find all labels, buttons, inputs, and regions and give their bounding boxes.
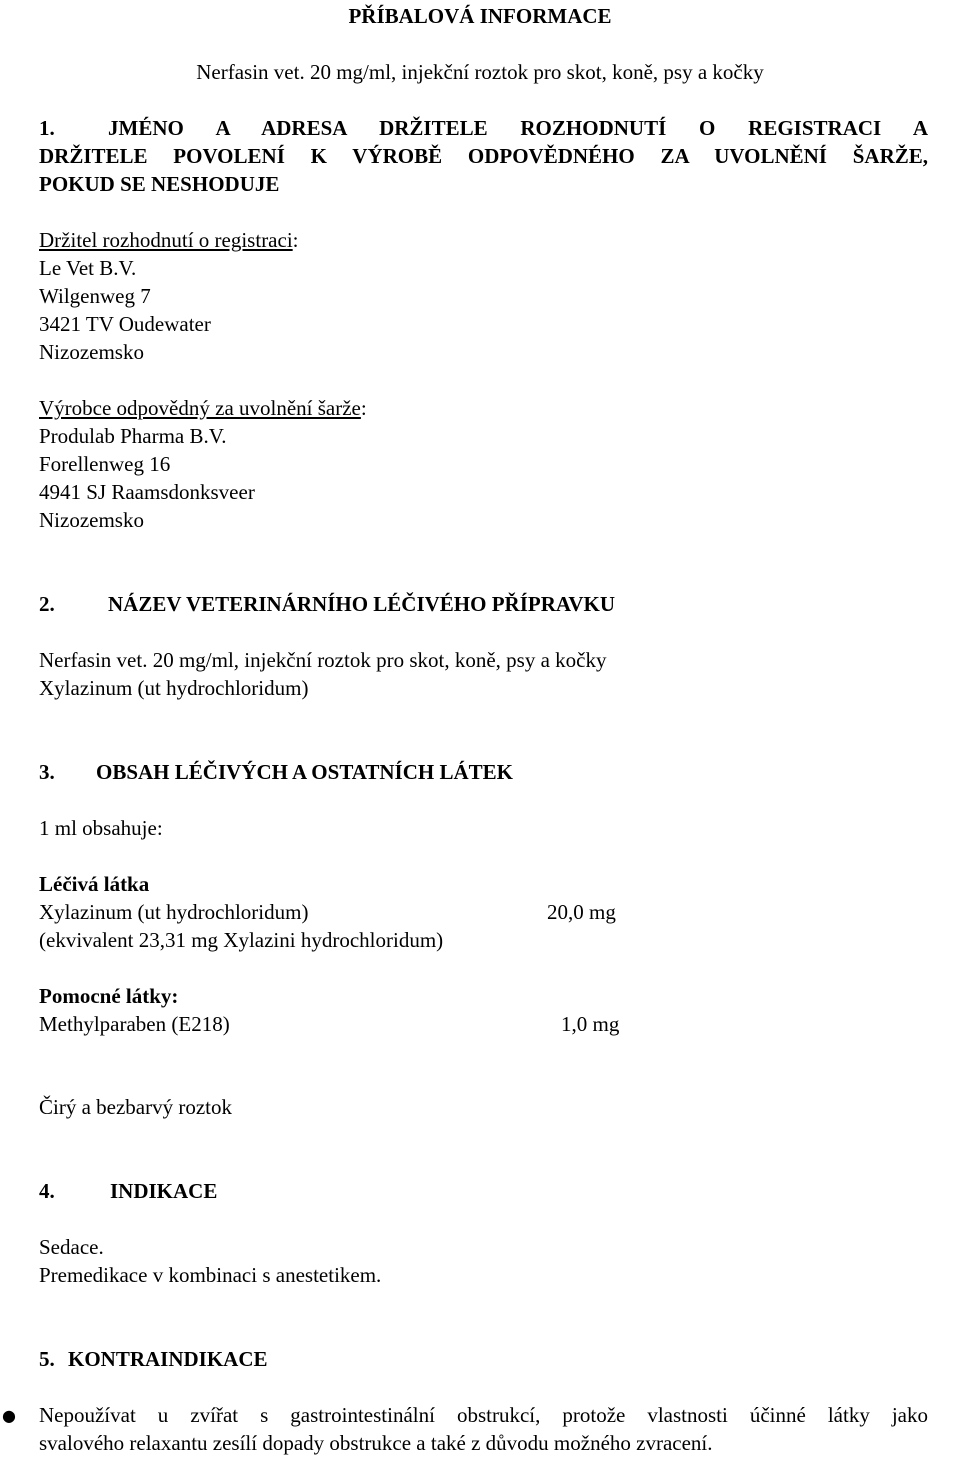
section3-number: 3. <box>39 760 55 784</box>
active-substance-name: Xylazinum (ut hydrochloridum) <box>39 900 309 924</box>
holder-label: Držitel rozhodnutí o registraci <box>39 228 293 252</box>
composition-intro: 1 ml obsahuje: <box>39 816 163 840</box>
contraindication-line2: svalového relaxantu zesílí dopady obstrukce a také z důvodu možného zvracení. <box>39 1431 713 1455</box>
active-substance-label: Léčivá látka <box>39 872 150 896</box>
holder-line: Wilgenweg 7 <box>39 284 151 308</box>
holder-line: 3421 TV Oudewater <box>39 312 211 336</box>
product-subtitle: Nerfasin vet. 20 mg/ml, injekční roztok pro skot, koně, psy a kočky <box>196 60 764 84</box>
section3-heading: OBSAH LÉČIVÝCH A OSTATNÍCH LÁTEK <box>96 760 513 784</box>
bullet-icon: ● <box>2 1406 16 1425</box>
section4-number: 4. <box>39 1179 55 1203</box>
manufacturer-line: 4941 SJ Raamsdonksveer <box>39 480 255 504</box>
manufacturer-line: Produlab Pharma B.V. <box>39 424 227 448</box>
document-title: PŘÍBALOVÁ INFORMACE <box>348 4 612 28</box>
section1-heading-line2: DRŽITELE POVOLENÍ K VÝROBĚ ODPOVĚDNÉHO ZA UVOLNĚNÍ ŠARŽE, <box>39 144 928 168</box>
excipient-name: Methylparaben (E218) <box>39 1012 230 1036</box>
indication-line: Sedace. <box>39 1235 104 1259</box>
manufacturer-label-line: Výrobce odpovědný za uvolnění šarže: <box>39 396 367 420</box>
excipients-label: Pomocné látky: <box>39 984 179 1008</box>
holder-line: Nizozemsko <box>39 340 144 364</box>
section2-line: Xylazinum (ut hydrochloridum) <box>39 676 309 700</box>
manufacturer-line: Forellenweg 16 <box>39 452 171 476</box>
manufacturer-line: Nizozemsko <box>39 508 144 532</box>
excipient-amount: 1,0 mg <box>561 1012 620 1036</box>
appearance-text: Čirý a bezbarvý roztok <box>39 1095 233 1119</box>
active-substance-amount: 20,0 mg <box>547 900 616 924</box>
section2-line: Nerfasin vet. 20 mg/ml, injekční roztok pro skot, koně, psy a kočky <box>39 648 607 672</box>
holder-line: Le Vet B.V. <box>39 256 137 280</box>
indication-line: Premedikace v kombinaci s anestetikem. <box>39 1263 382 1287</box>
holder-label-line: Držitel rozhodnutí o registraci: <box>39 228 299 252</box>
section5-number: 5. <box>39 1347 55 1371</box>
contraindication-line1: Nepoužívat u zvířat s gastrointestinální obstrukcí, protože vlastnosti účinné látky jako <box>39 1403 928 1427</box>
section1-heading-line3: POKUD SE NESHODUJE <box>39 172 280 196</box>
section5-heading: KONTRAINDIKACE <box>68 1347 268 1371</box>
section4-heading: INDIKACE <box>110 1179 218 1203</box>
section2-number: 2. <box>39 592 55 616</box>
section1-heading-line1: JMÉNO A ADRESA DRŽITELE ROZHODNUTÍ O REGISTRACI A <box>108 116 928 140</box>
section1-number: 1. <box>39 116 55 140</box>
manufacturer-label: Výrobce odpovědný za uvolnění šarže <box>39 396 361 420</box>
section2-heading: NÁZEV VETERINÁRNÍHO LÉČIVÉHO PŘÍPRAVKU <box>108 592 616 616</box>
active-substance-equivalent: (ekvivalent 23,31 mg Xylazini hydrochloridum) <box>39 928 444 952</box>
